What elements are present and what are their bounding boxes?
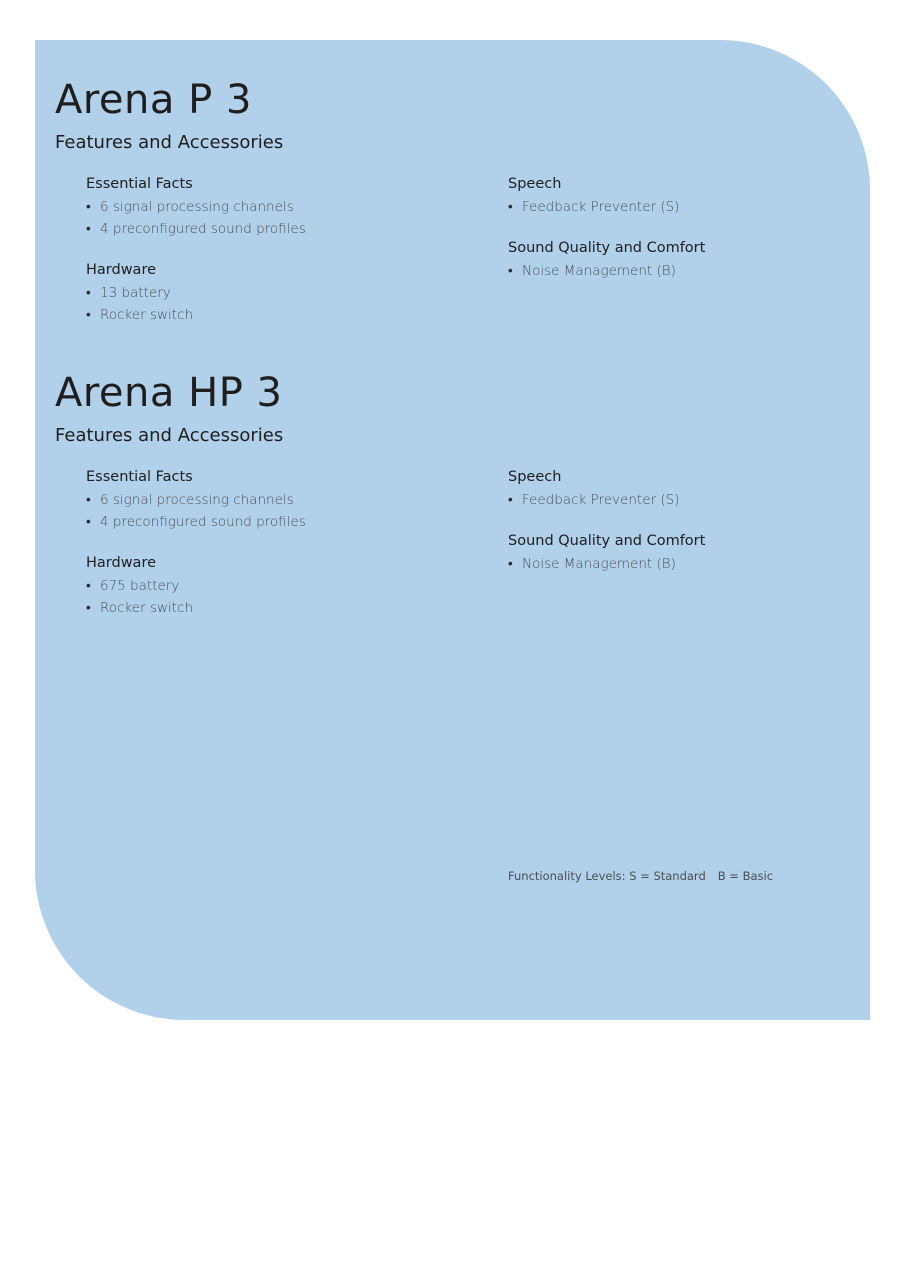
list-item [508,490,848,512]
group-heading: Essential Facts [86,176,193,192]
bullet-icon: • [508,263,513,279]
bullet-icon: • [86,513,91,530]
legend-basic: B = Basic [717,869,774,883]
bullet-icon: • [86,578,91,594]
list-item-text: 4 preconfigured sound profiles [100,220,306,237]
functionality-legend [508,869,773,883]
list-item-text: 6 signal processing channels [100,492,294,508]
list-item-text: Rocker switch [100,599,194,616]
list-item-text: Noise Management (B) [522,263,676,279]
hardware-group [86,261,426,326]
group-heading: Essential Facts [86,469,193,485]
list-item-text: 13 battery [100,285,171,301]
list-item [86,598,426,620]
list-item-text: 4 preconfigured sound profiles [100,513,306,530]
essential-facts-group [86,468,426,533]
product-subtitle: Features and Accessories [55,425,284,446]
feature-list [86,490,426,533]
product-subtitle: Features and Accessories [55,132,284,153]
hardware-group [86,554,426,619]
list-item-text: Feedback Preventer (S) [522,492,680,508]
list-item [86,512,426,534]
list-item [508,197,848,219]
bullet-icon: • [86,492,91,508]
bullet-icon: • [86,599,91,616]
feature-list [508,554,848,576]
list-item [86,490,426,512]
feature-list [86,197,426,240]
bullet-icon: • [508,556,513,572]
group-heading: Hardware [86,262,157,278]
feature-list [86,576,426,619]
product-section [55,370,284,446]
list-item [508,261,848,283]
list-item [86,219,426,241]
group-heading: Hardware [86,555,157,571]
list-item-text: Feedback Preventer (S) [522,199,680,215]
product-title: Arena P 3 [55,77,252,123]
feature-list [508,490,848,512]
group-heading: Speech [508,469,562,485]
product-title: Arena HP 3 [55,370,283,416]
legend-standard: Functionality Levels: S = Standard [508,869,706,883]
list-item [508,554,848,576]
list-item [86,197,426,219]
speech-group [508,468,848,512]
list-item [86,305,426,327]
speech-group [508,175,848,219]
list-item-text: Noise Management (B) [522,556,676,572]
product-section [55,77,284,153]
feature-list [86,283,426,326]
group-heading: Speech [508,176,562,192]
sound-quality-group [508,532,848,576]
feature-list [508,261,848,283]
list-item-text: Rocker switch [100,306,194,323]
bullet-icon: • [86,306,91,323]
list-item-text: 6 signal processing channels [100,199,294,215]
bullet-icon: • [86,285,91,301]
bullet-icon: • [508,199,513,215]
sound-quality-group [508,239,848,283]
bullet-icon: • [508,492,513,508]
list-item [86,283,426,305]
essential-facts-group [86,175,426,240]
list-item-text: 675 battery [100,578,180,594]
group-heading: Sound Quality and Comfort [508,240,706,256]
feature-list [508,197,848,219]
bullet-icon: • [86,220,91,237]
list-item [86,576,426,598]
group-heading: Sound Quality and Comfort [508,533,706,549]
bullet-icon: • [86,199,91,215]
